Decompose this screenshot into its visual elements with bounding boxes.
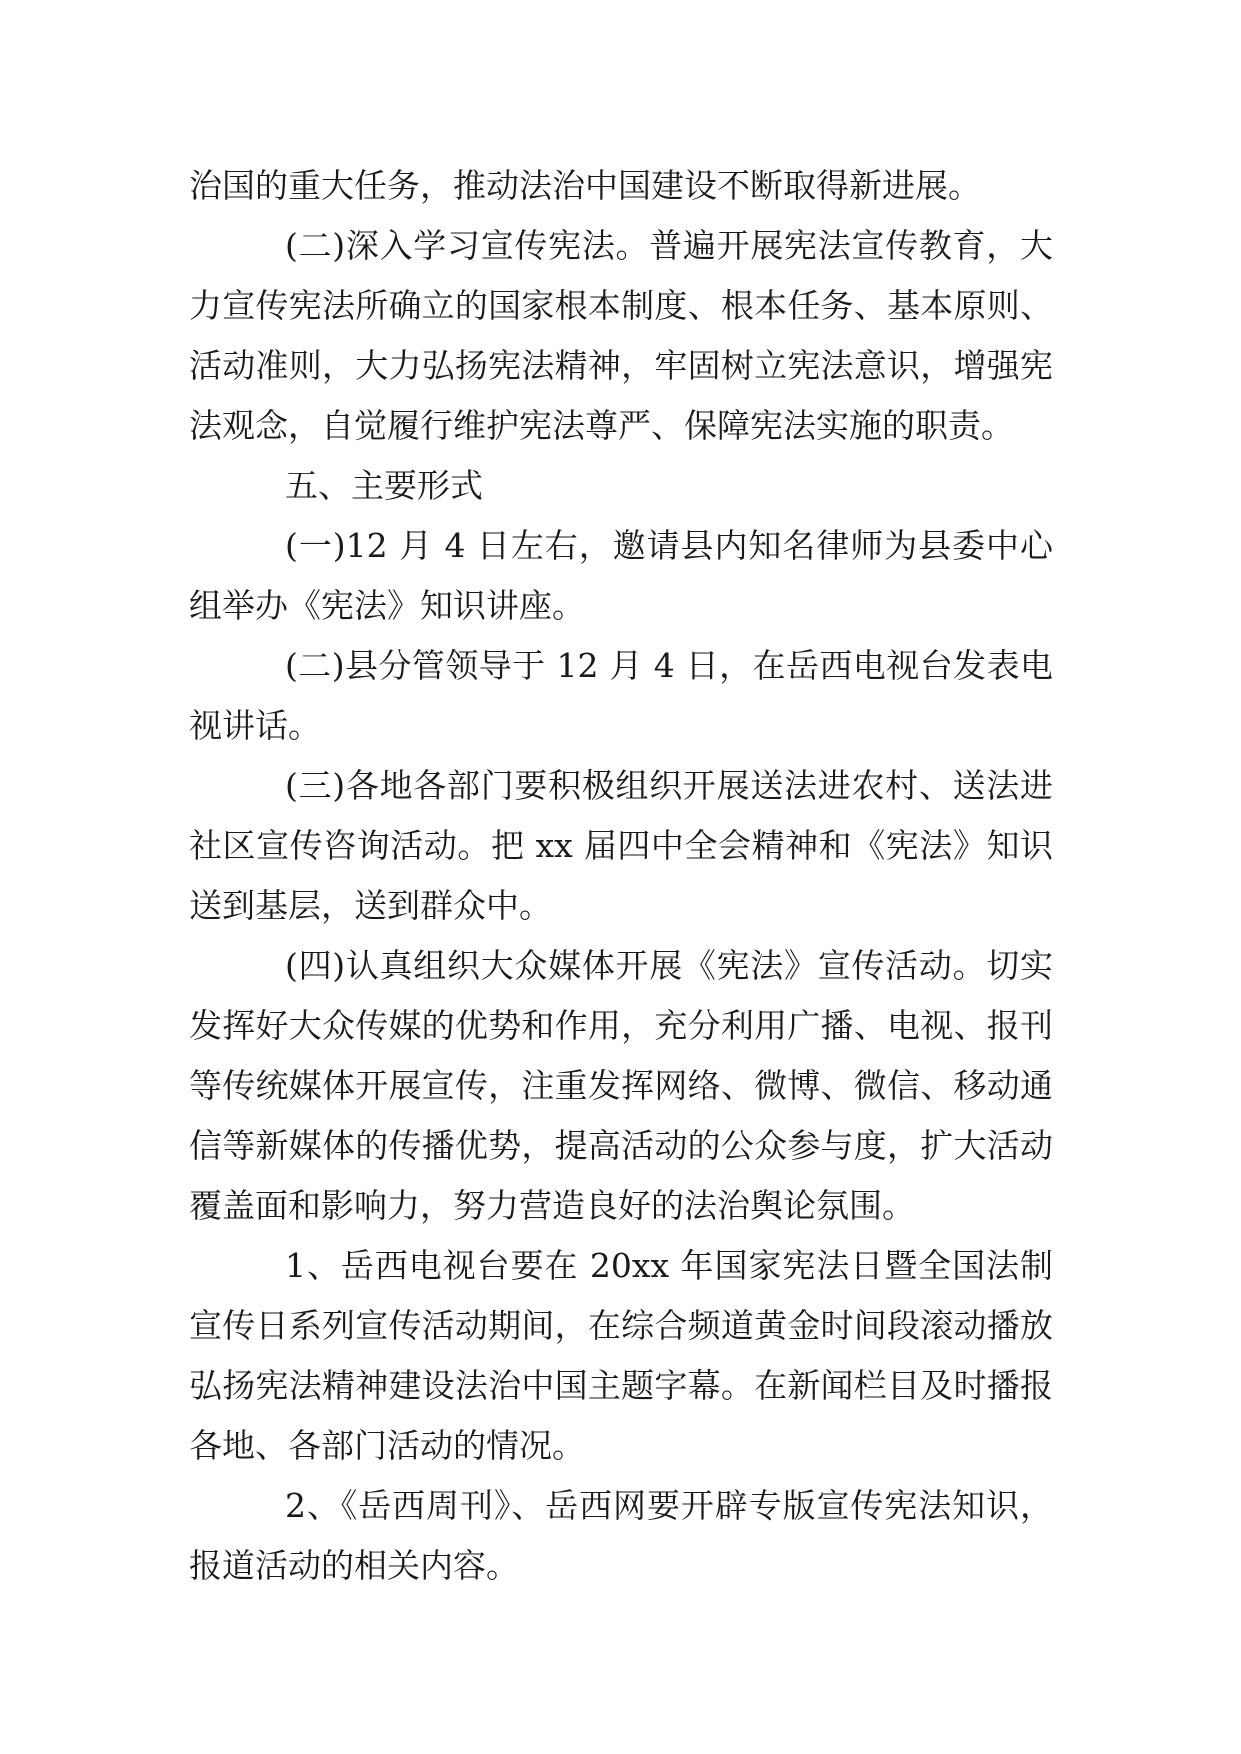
paragraph-weekly-website: 2、《岳西周刊》、岳西网要开辟专版宣传宪法知识，报道活动的相关内容。 xyxy=(189,1486,1053,1585)
paragraph-lecture: (一)12 月 4 日左右，邀请县内知名律师为县委中心组举办《宪法》知识讲座。 xyxy=(189,526,1053,625)
paragraph-continuation: 治国的重大任务，推动法治中国建设不断取得新进展。 xyxy=(189,166,981,205)
paragraph-community-outreach: (三)各地各部门要积极组织开展送法进农村、送法进社区宣传咨询活动。把 xx 届四中全会精神和《宪法》知识送到基层，送到群众中。 xyxy=(189,766,1053,925)
paragraph-mass-media: (四)认真组织大众媒体开展《宪法》宣传活动。切实发挥好大众传媒的优势和作用，充分利用广播、电视、报刊等传统媒体开展宣传，注重发挥网络、微博、微信、移动通信等新媒体的传播优势，提高活动的公众参与度，扩大活动覆盖面和影响力，努力营造良好的法治舆论氛围。 xyxy=(189,946,1053,1225)
section-heading-main-forms: 五、主要形式 xyxy=(285,466,483,505)
document-body xyxy=(189,156,1053,1596)
paragraph-tv-speech: (二)县分管领导于 12 月 4 日，在岳西电视台发表电视讲话。 xyxy=(189,646,1053,745)
paragraph-study-constitution: (二)深入学习宣传宪法。普遍开展宪法宣传教育，大力宣传宪法所确立的国家根本制度、根本任务、基本原则、活动准则，大力弘扬宪法精神，牢固树立宪法意识，增强宪法观念，自觉履行维护宪法尊严、保障宪法实施的职责。 xyxy=(189,226,1053,445)
paragraph-tv-station: 1、岳西电视台要在 20xx 年国家宪法日暨全国法制宣传日系列宣传活动期间，在综合频道黄金时间段滚动播放弘扬宪法精神建设法治中国主题字幕。在新闻栏目及时播报各地、各部门活动的情况。 xyxy=(189,1246,1053,1465)
